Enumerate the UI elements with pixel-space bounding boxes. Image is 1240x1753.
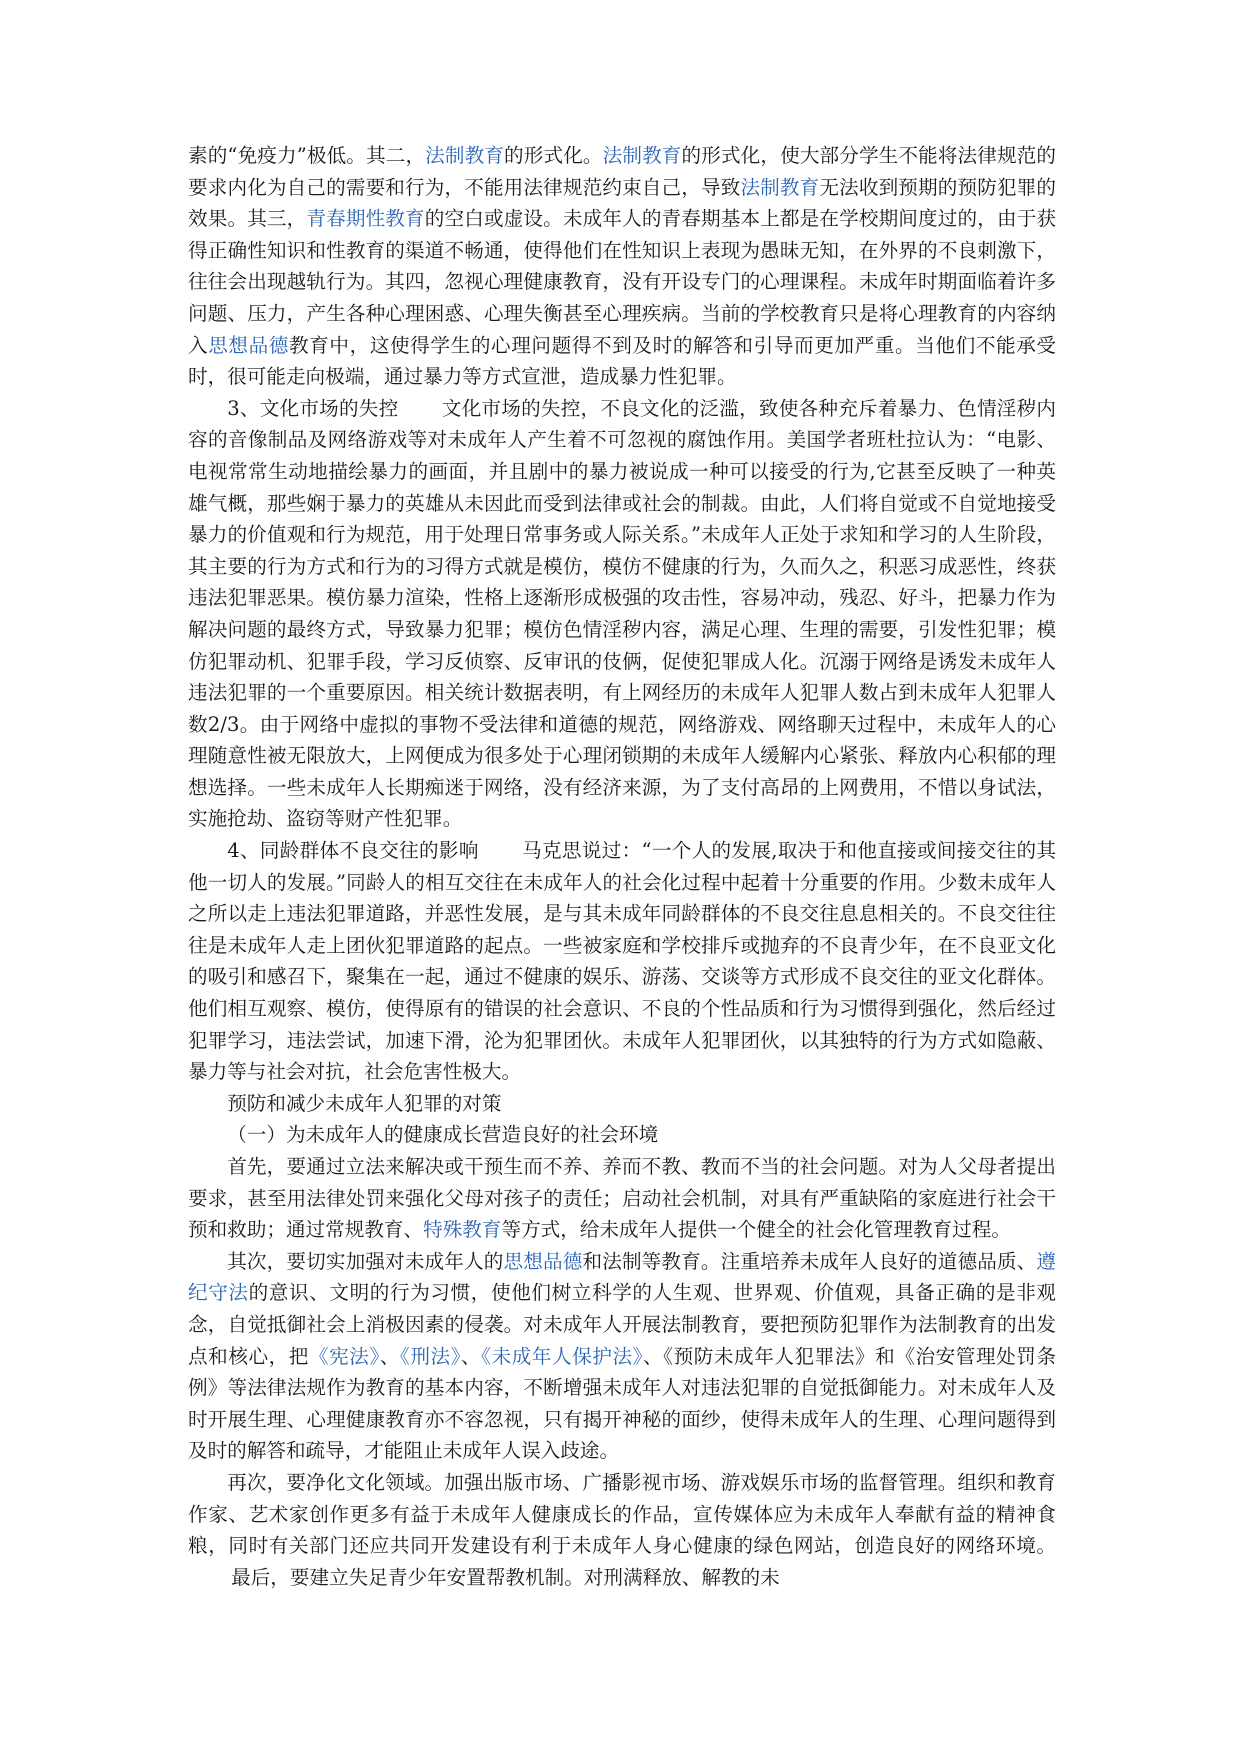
paragraph-second [188,1246,1056,1467]
link-law-abiding[interactable]: 遵纪守法 [188,1249,1057,1305]
link-moral-education[interactable]: 思想品德 [503,1249,583,1273]
text: 首先，要通过立法来解决或干预生而不养、养而不教、教而不当的社会问题。对为人父母者提出要求，甚至用法律处罚来强化父母对孩子的责任；启动社会机制，对具有严重缺陷的家庭进行社会干预和救助；通过常规教育、 [188,1155,1056,1242]
paragraph-culture-market [188,393,1056,835]
section-heading: 3、文化市场的失控 [227,396,399,420]
text: 和法制等教育。注重培养未成年人良好的道德品质、 [582,1249,1037,1273]
text: 素的“免疫力”极低。其二， [188,144,426,167]
paragraph-third [188,1467,1056,1593]
subheading-social-environment: （一）为未成年人的健康成长营造良好的社会环境 [227,1123,659,1147]
text: 、 [379,1344,400,1368]
text: 其次，要切实加强对未成年人的 [227,1249,504,1273]
section-heading: 4、同龄群体不良交往的影响 [227,839,479,863]
link-legal-education[interactable]: 法制教育 [602,144,682,167]
text: 、《预防未成年人犯罪法》和《治安管理处罚条例》等法律法规作为教育的基本内容，不断增强未成年人对违法犯罪的自觉抵御能力。对未成年人及时开展生理、心理健康教育亦不容忽视，只有揭开神秘的面纱，使得未成年人的生理、心理问题得到及时的解答和疏导，才能阻止未成年人误入歧途。 [188,1344,1057,1463]
link-special-education[interactable]: 特殊教育 [423,1218,502,1242]
link-minor-protection-law[interactable]: 《未成年人保护法》 [481,1344,644,1368]
link-legal-education[interactable]: 法制教育 [425,144,505,167]
text: 的形式化，使大部分学生不能将法律规范的要求内化为自己的需要和行为，不能用法律规范约束自己，导致 [188,144,1057,199]
paragraph-school-education [188,140,1056,393]
text: 的空白或虚设。未成年人的青春期基本上都是在学校期间度过的，由于获得正确性知识和性教育的渠道不畅通，使得他们在性知识上表现为愚昧无知，在外界的不良刺激下，往往会出现越轨行为。其四，忽视心理健康教育，没有开设专门的心理课程。未成年时期面临着许多问题、压力，产生各种心理困惑、心理失衡甚至心理疾病。当前的学校教育只是将心理教育的内容纳入 [188,207,1057,357]
link-constitution[interactable]: 《宪法》 [308,1344,380,1368]
link-criminal-law[interactable]: 《刑法》 [399,1344,462,1368]
link-sex-education[interactable]: 青春期性教育 [306,207,425,231]
text: 的形式化。 [504,144,603,167]
text: 文化市场的失控，不良文化的泛滥，致使各种充斥着暴力、色情淫秽内容的音像制品及网络游戏等对未成年人产生着不可忽视的腐蚀作用。美国学者班杜拉认为：“电影、电视常常生动地描绘暴力的画面，并且剧中的暴力被说成一种可以接受的行为,它甚至反映了一种英雄气概，那些娴于暴力的英雄从未因此而受到法律或社会的制裁。由此，人们将自觉或不自觉地接受暴力的价值观和行为规范，用于处理日常事务或人际关系。”未成年人正处于求知和学习的人生阶段，其主要的行为方式和行为的习得方式就是模仿，模仿不健康的行为，久而久之，积恶习成恶性，终获违法犯罪恶果。模仿暴力渲染，性格上逐渐形成极强的攻击性，容易冲动，残忍、好斗，把暴力作为解决问题的最终方式，导致暴力犯罪；模仿色情淫秽内容，满足心理、生理的需要，引发性犯罪；模仿犯罪动机、犯罪手段，学习反侦察、反审讯的伎俩，促使犯罪成人化。沉溺于网络是诱发未成年人违法犯罪的一个重要原因。相关统计数据表明，有上网经历的未成年人犯罪人数占到未成年人犯罪人数2/3。由于网络中虚拟的事物不受法律和道德的规范，网络游戏、网络聊天过程中，未成年人的心理随意性被无限放大，上网便成为很多处于心理闭锁期的未成年人缓解内心紧张、释放内心积郁的理想选择。一些未成年人长期痴迷于网络，没有经济来源，为了支付高昂的上网费用，不惜以身试法，实施抢劫、盗窃等财产性犯罪。 [188,396,1057,831]
text: 马克思说过：“一个人的发展,取决于和他直接或间接交往的其他一切人的发展。”同龄人的相互交往在未成年人的社会化过程中起着十分重要的作用。少数未成年人之所以走上违法犯罪道路，并恶性发展，是与其未成年同龄群体的不良交往息息相关的。不良交往往往是未成年人走上团伙犯罪道路的起点。一些被家庭和学校排斥或抛弃的不良青少年，在不良亚文化的吸引和感召下，聚集在一起，通过不健康的娱乐、游荡、交谈等方式形成不良交往的亚文化群体。他们相互观察、模仿，使得原有的错误的社会意识、不良的个性品质和行为习惯得到强化，然后经过犯罪学习，违法尝试，加速下滑，沦为犯罪团伙。未成年人犯罪团伙，以其独特的行为方式如隐蔽、暴力等与社会对抗，社会危害性极大。 [188,839,1056,1084]
text: 等方式，给未成年人提供一个健全的社会化管理教育过程。 [501,1218,1011,1242]
document-page [188,140,1056,1593]
paragraph-peer-group [188,835,1056,1088]
link-legal-education[interactable]: 法制教育 [740,175,820,199]
text: 最后，要建立失足青少年安置帮教机制。对刑满释放、解教的未 [231,1565,780,1589]
text: 再次，要净化文化领域。加强出版市场、广播影视市场、游戏娱乐市场的监督管理。组织和教育作家、艺术家创作更多有益于未成年人健康成长的作品，宣传媒体应为未成年人奉献有益的精神食粮，同时有关部门还应共同开发建设有利于未成年人身心健康的绿色网站，创造良好的网络环境。 [188,1470,1056,1558]
text: 教育中，这使得学生的心理问题得不到及时的解答和引导而更加严重。当他们不能承受时，很可能走向极端，通过暴力等方式宣泄，造成暴力性犯罪。 [188,333,1057,389]
text: 无法收到预期的预防犯罪的效果。其三， [188,175,1057,231]
text: 、 [461,1344,482,1368]
heading-countermeasures: 预防和减少未成年人犯罪的对策 [227,1091,502,1115]
text: 的意识、文明的行为习惯，使他们树立科学的人生观、世界观、价值观，具备正确的是非观念，自觉抵御社会上消极因素的侵袭。对未成年人开展法制教育，要把预防犯罪作为法制教育的出发点和核心，把 [188,1281,1057,1368]
link-moral-education[interactable]: 思想品德 [208,333,290,357]
paragraph-first [188,1151,1056,1246]
